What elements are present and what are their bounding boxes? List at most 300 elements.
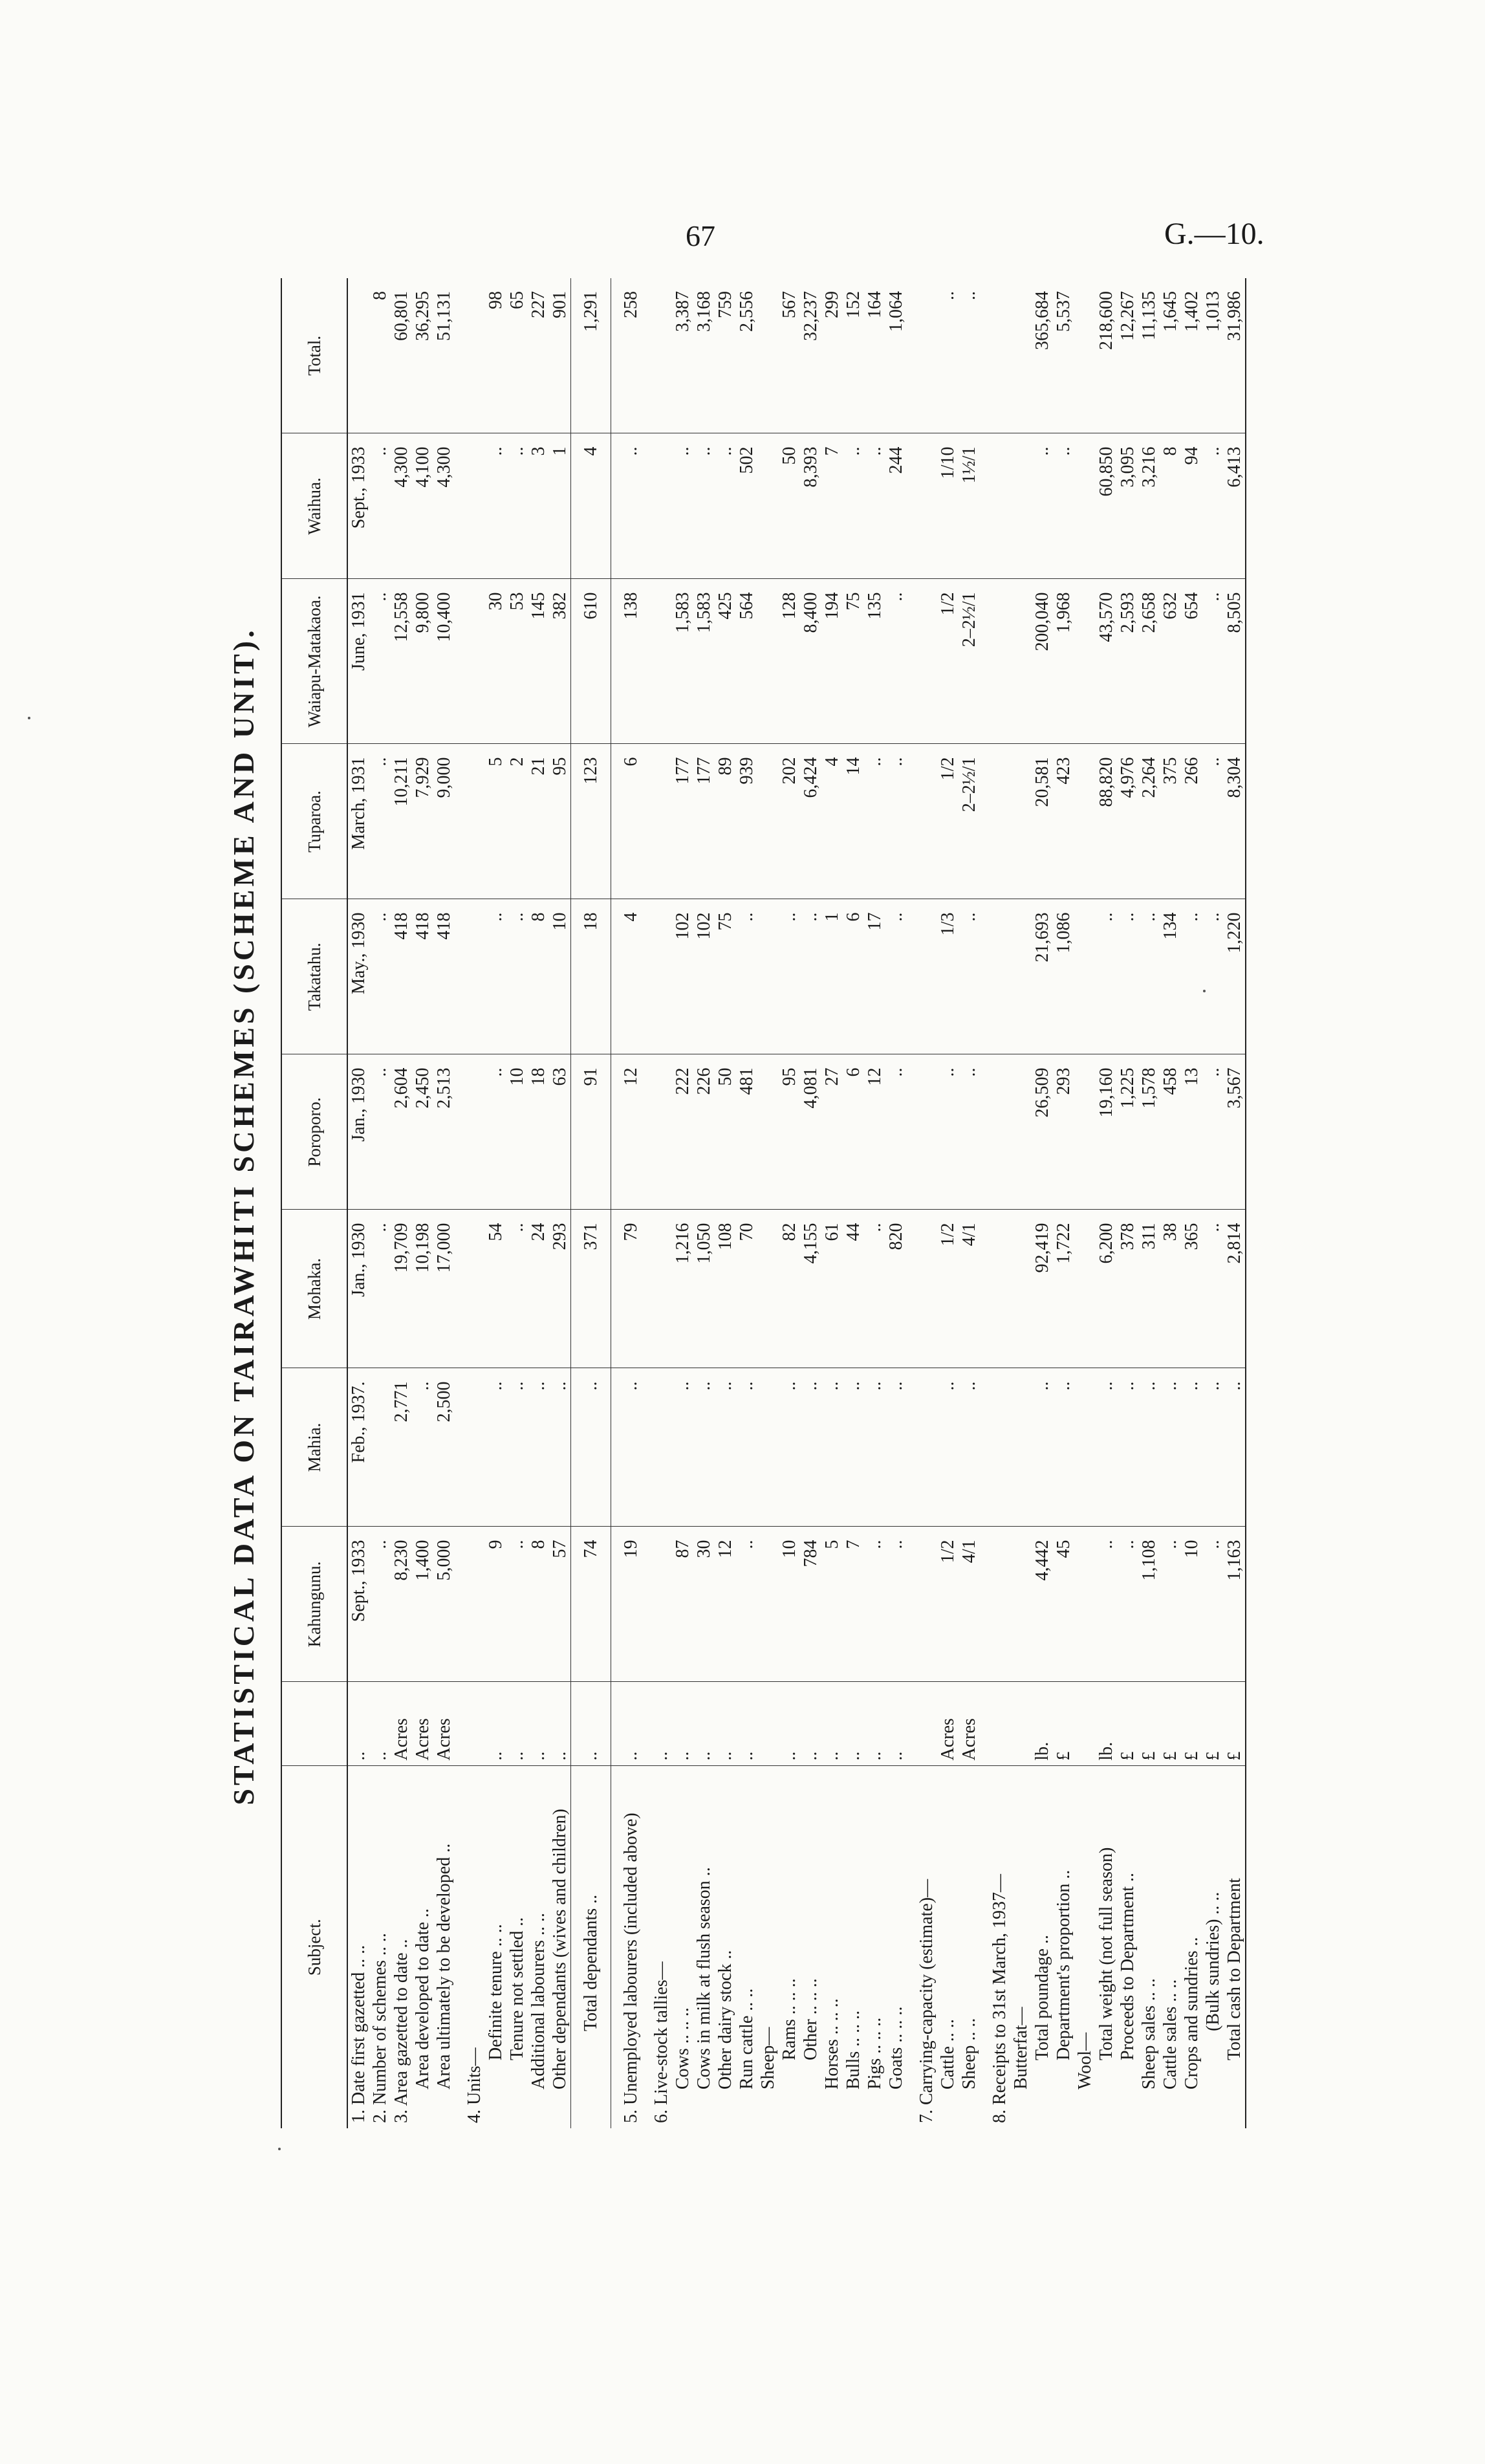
value-cell: .. [672, 1368, 693, 1527]
value-cell: 43,570 [1096, 579, 1117, 744]
header-tuparoa: Tuparoa. [281, 744, 347, 899]
unit-cell [464, 1682, 485, 1766]
unit-cell [1010, 1682, 1032, 1766]
value-cell: .. [1138, 1368, 1160, 1527]
value-cell: .. [1202, 899, 1224, 1054]
subject-cell: Butterfat— [1010, 1766, 1032, 2128]
value-cell: 98 [486, 291, 506, 309]
value-cell: .. [571, 1368, 611, 1527]
value-cell [757, 579, 779, 744]
value-cell [1074, 1054, 1096, 1210]
value-cell [1074, 433, 1096, 579]
value-cell: 1½/1 [959, 433, 980, 579]
subject-cell: Tenure not settled .. [506, 1766, 528, 2128]
value-cell: 423 [1053, 744, 1074, 899]
subject-cell: Total cash to Department [1224, 1766, 1246, 2128]
table-row [715, 278, 736, 2128]
value-cell: 75 [715, 899, 736, 1054]
value-cell: .. [506, 433, 528, 579]
unit-cell: .. [347, 1682, 369, 1766]
value-cell [757, 1527, 779, 1682]
value-cell: .. [620, 1368, 642, 1527]
value-cell [757, 899, 779, 1054]
value-cell: 177 [693, 744, 715, 899]
value-cell: .. [1096, 899, 1117, 1054]
value-cell: 6 [843, 899, 864, 1054]
subject-cell: Other dependants (wives and children) [549, 1766, 571, 2128]
value-cell: 10 [779, 1527, 800, 1682]
value-cell: 2,513 [433, 1054, 455, 1210]
unit-cell: .. [800, 1682, 821, 1766]
value-cell [1010, 899, 1032, 1054]
subject-cell: Other .. .. .. [800, 1766, 821, 2128]
value-cell [464, 579, 485, 744]
spacer-cell [980, 1682, 989, 1766]
spacer-cell [907, 278, 916, 433]
value-cell: 89 [715, 744, 736, 899]
value-cell [989, 1210, 1010, 1368]
value-cell: 2,658 [1138, 579, 1160, 744]
table-title: STATISTICAL DATA ON TAIRAWHITI SCHEMES (SCHEME AND UNIT). [227, 627, 260, 1805]
value-cell: 4,442 [1032, 1527, 1053, 1682]
subject-cell: Other dairy stock .. [715, 1766, 736, 2128]
value-cell: 61 [821, 1210, 843, 1368]
header-mahia: Mahia. [281, 1368, 347, 1527]
spacer-cell [642, 579, 651, 744]
table-row [843, 278, 864, 2128]
value-cell: 95 [549, 744, 571, 899]
value-cell: .. [843, 433, 864, 579]
value-cell: 1,722 [1053, 1210, 1074, 1368]
value-cell: 3 [528, 433, 549, 579]
table-row [433, 278, 455, 2128]
spacer-cell [611, 278, 621, 433]
table-row [937, 278, 959, 2128]
value-cell: 4,300 [433, 433, 455, 579]
spacer-cell [907, 1527, 916, 1682]
value-cell: 10 [506, 1054, 528, 1210]
unit-cell: .. [715, 1682, 736, 1766]
spacer-cell [907, 899, 916, 1054]
value-cell: 458 [1160, 1054, 1181, 1210]
spacer-cell [907, 1210, 916, 1368]
value-cell: 654 [1181, 579, 1202, 744]
value-cell: 10,400 [433, 579, 455, 744]
value-cell [757, 278, 779, 433]
header-takatahu: Takatahu. [281, 899, 347, 1054]
spacer-cell [611, 1766, 621, 2128]
spacer-cell [980, 1368, 989, 1527]
value-cell: 244 [885, 433, 907, 579]
value-cell: 18 [571, 899, 611, 1054]
unit-cell: .. [528, 1682, 549, 1766]
subject-cell: 2. Number of schemes .. .. [369, 1766, 391, 2128]
spacer-cell [611, 579, 621, 744]
value-cell: 20,581 [1032, 744, 1053, 899]
value-cell: .. [693, 1368, 715, 1527]
value-cell: 12,558 [391, 579, 412, 744]
spacer-cell [642, 1682, 651, 1766]
value-cell: 1,163 [1224, 1527, 1246, 1682]
value-cell: 9 [485, 1527, 506, 1682]
value-cell: .. [620, 433, 642, 579]
value-cell: 7 [821, 433, 843, 579]
value-cell: 632 [1160, 579, 1181, 744]
spacer-row [642, 278, 651, 2128]
value-cell: .. [369, 1210, 391, 1368]
value-cell: 481 [736, 1054, 757, 1210]
value-cell: 65 [507, 291, 527, 309]
value-cell: .. [959, 1368, 980, 1527]
statistics-table [281, 278, 1246, 2128]
table-row [1138, 278, 1160, 2128]
value-cell: .. [1096, 1527, 1117, 1682]
spacer-cell [907, 744, 916, 899]
value-cell: 63 [549, 1054, 571, 1210]
value-cell: 128 [779, 579, 800, 744]
table-row [757, 278, 779, 2128]
value-cell: 14 [843, 744, 864, 899]
value-cell: .. [800, 1368, 821, 1527]
value-cell: .. [485, 899, 506, 1054]
spacer-cell [642, 433, 651, 579]
value-cell: 1,225 [1117, 1054, 1138, 1210]
table-row [916, 278, 937, 2128]
table-row [347, 278, 369, 2128]
value-cell [916, 1368, 937, 1527]
header-waiapu-matakaoa: Waiapu-Matakaoa. [281, 579, 347, 744]
value-cell: .. [1117, 899, 1138, 1054]
subject-cell: Cattle sales .. .. [1160, 1766, 1181, 2128]
value-cell [989, 1054, 1010, 1210]
value-cell: 1,402 [1182, 291, 1202, 332]
unit-cell: £ [1053, 1682, 1074, 1766]
value-cell: .. [485, 433, 506, 579]
subject-cell: 5. Unemployed labourers (included above) [620, 1766, 642, 2128]
table-row [1202, 278, 1224, 2128]
value-cell [464, 1527, 485, 1682]
value-cell: 4,081 [800, 1054, 821, 1210]
spacer-cell [980, 1210, 989, 1368]
value-cell: 1,578 [1138, 1054, 1160, 1210]
table-row [412, 278, 433, 2128]
header-total: Total. [281, 278, 347, 433]
value-cell: Jan., 1930 [347, 1054, 369, 1210]
value-cell [1074, 278, 1096, 433]
table-row [620, 278, 642, 2128]
spacer-cell [611, 1054, 621, 1210]
unit-cell: .. [821, 1682, 843, 1766]
value-cell: .. [736, 1368, 757, 1527]
subject-cell: Area developed to date .. [412, 1766, 433, 2128]
value-cell: .. [736, 1527, 757, 1682]
unit-cell: lb. [1032, 1682, 1053, 1766]
value-cell: 258 [621, 291, 641, 318]
value-cell: .. [1202, 1368, 1224, 1527]
value-cell [989, 1527, 1010, 1682]
value-cell [1010, 579, 1032, 744]
value-cell [651, 1368, 672, 1527]
subject-cell: Total weight (not full season) [1096, 1766, 1117, 2128]
spacer-row [611, 278, 621, 2128]
unit-cell: .. [864, 1682, 885, 1766]
table-body [347, 278, 1246, 2128]
value-cell: .. [1032, 433, 1053, 579]
value-cell: 202 [779, 744, 800, 899]
value-cell: .. [1032, 1368, 1053, 1527]
table-row [651, 278, 672, 2128]
table-row [464, 278, 485, 2128]
value-cell: 8 [528, 899, 549, 1054]
total-row [571, 278, 611, 2128]
spacer-cell [611, 433, 621, 579]
value-cell: 2,264 [1138, 744, 1160, 899]
value-cell [757, 1368, 779, 1527]
table-row [672, 278, 693, 2128]
spacer-cell [455, 579, 464, 744]
value-cell: 6,413 [1224, 433, 1246, 579]
value-cell: 36,295 [413, 291, 433, 341]
value-cell: .. [937, 1054, 959, 1210]
table-row [1117, 278, 1138, 2128]
value-cell: 19 [620, 1527, 642, 1682]
value-cell: .. [1096, 1368, 1117, 1527]
subject-cell: Total dependants .. [571, 1766, 611, 2128]
value-cell: 21,693 [1032, 899, 1053, 1054]
unit-cell: .. [843, 1682, 864, 1766]
value-cell: 10,198 [412, 1210, 433, 1368]
header-poroporo: Poroporo. [281, 1054, 347, 1210]
value-cell: .. [369, 1054, 391, 1210]
value-cell: 1,968 [1053, 579, 1074, 744]
value-cell: 901 [550, 291, 570, 318]
value-cell: 2,500 [433, 1368, 455, 1527]
header-unit [281, 1682, 347, 1766]
unit-cell: .. [506, 1682, 528, 1766]
spacer-cell [642, 744, 651, 899]
table-row [369, 278, 391, 2128]
subject-cell: Sheep— [757, 1766, 779, 2128]
subject-cell: 4. Units— [464, 1766, 485, 2128]
value-cell: .. [885, 744, 907, 899]
value-cell: .. [779, 1368, 800, 1527]
rotated-table-region [226, 291, 1261, 2128]
value-cell [1010, 1368, 1032, 1527]
value-cell: .. [369, 899, 391, 1054]
document-reference: G.—10. [1164, 217, 1264, 251]
value-cell: 54 [485, 1210, 506, 1368]
spacer-cell [611, 1368, 621, 1527]
value-cell [916, 899, 937, 1054]
value-cell: 8,505 [1224, 579, 1246, 744]
value-cell: 123 [571, 744, 611, 899]
value-cell: 94 [1181, 433, 1202, 579]
spacer-cell [907, 1368, 916, 1527]
value-cell: 226 [693, 1054, 715, 1210]
value-cell [989, 579, 1010, 744]
table-row [736, 278, 757, 2128]
value-cell: 1/2 [937, 1527, 959, 1682]
value-cell: 4,100 [412, 433, 433, 579]
value-cell [1074, 579, 1096, 744]
table-row [693, 278, 715, 2128]
spacer-cell [980, 1054, 989, 1210]
table-row [821, 278, 843, 2128]
value-cell: .. [1202, 1210, 1224, 1368]
value-cell: 4 [571, 433, 611, 579]
unit-cell: Acres [433, 1682, 455, 1766]
value-cell [757, 1054, 779, 1210]
value-cell: 3,095 [1117, 433, 1138, 579]
value-cell: 27 [821, 1054, 843, 1210]
value-cell: 610 [571, 579, 611, 744]
spacer-cell [611, 1682, 621, 1766]
value-cell [464, 433, 485, 579]
value-cell: 4,300 [391, 433, 412, 579]
spacer-cell [980, 278, 989, 433]
spacer-cell [455, 1527, 464, 1682]
value-cell: 21 [528, 744, 549, 899]
spacer-row [455, 278, 464, 2128]
value-cell [1010, 278, 1032, 433]
value-cell: 102 [693, 899, 715, 1054]
unit-cell: .. [693, 1682, 715, 1766]
table-row [959, 278, 980, 2128]
value-cell: 8,400 [800, 579, 821, 744]
subject-cell: Pigs .. .. .. [864, 1766, 885, 2128]
table-row [391, 278, 412, 2128]
value-cell: .. [843, 1368, 864, 1527]
spacer-cell [642, 1527, 651, 1682]
value-cell: 8 [1160, 433, 1181, 579]
value-cell [916, 1054, 937, 1210]
spacer-cell [642, 1210, 651, 1368]
value-cell: 3,567 [1224, 1054, 1246, 1210]
value-cell: .. [1202, 744, 1224, 899]
value-cell: 1,291 [571, 278, 611, 433]
value-cell: 177 [672, 744, 693, 899]
value-cell: 1,108 [1138, 1527, 1160, 1682]
value-cell: 74 [571, 1527, 611, 1682]
value-cell: 5 [821, 1527, 843, 1682]
unit-cell: £ [1160, 1682, 1181, 1766]
value-cell: 108 [715, 1210, 736, 1368]
subject-cell: Cattle .. .. [937, 1766, 959, 2128]
value-cell [916, 744, 937, 899]
value-cell: 2,771 [391, 1368, 412, 1527]
value-cell: 418 [433, 899, 455, 1054]
value-cell: 8,304 [1224, 744, 1246, 899]
value-cell: .. [937, 1368, 959, 1527]
value-cell: 1/2 [937, 579, 959, 744]
value-cell: .. [885, 1054, 907, 1210]
value-cell: .. [1224, 1368, 1246, 1527]
value-cell [1010, 1210, 1032, 1368]
print-speck [28, 717, 30, 719]
spacer-cell [455, 1368, 464, 1527]
unit-cell: Acres [959, 1682, 980, 1766]
value-cell [369, 1368, 391, 1527]
value-cell: .. [693, 433, 715, 579]
value-cell: 365,684 [1032, 291, 1052, 350]
unit-cell: .. [672, 1682, 693, 1766]
value-cell [1074, 1527, 1096, 1682]
unit-cell [1074, 1682, 1096, 1766]
unit-cell: lb. [1096, 1682, 1117, 1766]
value-cell [1010, 433, 1032, 579]
table-row [528, 278, 549, 2128]
value-cell: 134 [1160, 899, 1181, 1054]
value-cell: 299 [822, 291, 842, 318]
spacer-cell [642, 1368, 651, 1527]
value-cell: 70 [736, 1210, 757, 1368]
value-cell [347, 278, 369, 433]
value-cell: .. [885, 1368, 907, 1527]
value-cell: 135 [864, 579, 885, 744]
subject-cell: Sheep .. .. [959, 1766, 980, 2128]
table-row [864, 278, 885, 2128]
value-cell: 19,160 [1096, 1054, 1117, 1210]
value-cell: 50 [779, 433, 800, 579]
spacer-cell [642, 1054, 651, 1210]
value-cell: 382 [549, 579, 571, 744]
spacer-cell [980, 1766, 989, 2128]
spacer-cell [611, 744, 621, 899]
unit-cell: .. [651, 1682, 672, 1766]
table-row [549, 278, 571, 2128]
value-cell [1010, 744, 1032, 899]
value-cell: 1,583 [672, 579, 693, 744]
value-cell: .. [1202, 433, 1224, 579]
value-cell [916, 1527, 937, 1682]
value-cell: 2,814 [1224, 1210, 1246, 1368]
subject-cell: Definite tenure .. .. [485, 1766, 506, 2128]
value-cell: .. [864, 1527, 885, 1682]
spacer-cell [455, 744, 464, 899]
value-cell [651, 899, 672, 1054]
value-cell: 1 [821, 899, 843, 1054]
value-cell: .. [1117, 1527, 1138, 1682]
value-cell: 502 [736, 433, 757, 579]
value-cell: 8 [528, 1527, 549, 1682]
value-cell: 8,393 [800, 433, 821, 579]
value-cell: .. [1202, 1527, 1224, 1682]
spacer-cell [455, 1210, 464, 1368]
value-cell: 2,604 [391, 1054, 412, 1210]
spacer-cell [907, 1766, 916, 2128]
value-cell: .. [1053, 433, 1074, 579]
value-cell: 51,131 [434, 291, 454, 341]
value-cell: .. [506, 1368, 528, 1527]
value-cell: 4,155 [800, 1210, 821, 1368]
value-cell: 200,040 [1032, 579, 1053, 744]
value-cell: 75 [843, 579, 864, 744]
value-cell: .. [800, 899, 821, 1054]
table-row [1160, 278, 1181, 2128]
value-cell: .. [369, 433, 391, 579]
value-cell: 87 [672, 1527, 693, 1682]
value-cell [1010, 1054, 1032, 1210]
value-cell: .. [885, 579, 907, 744]
value-cell: .. [864, 1368, 885, 1527]
value-cell: 164 [865, 291, 885, 318]
value-cell: 6 [620, 744, 642, 899]
value-cell: 102 [672, 899, 693, 1054]
spacer-cell [611, 1210, 621, 1368]
value-cell: May., 1930 [347, 899, 369, 1054]
value-cell: 311 [1138, 1210, 1160, 1368]
value-cell: 7,929 [412, 744, 433, 899]
